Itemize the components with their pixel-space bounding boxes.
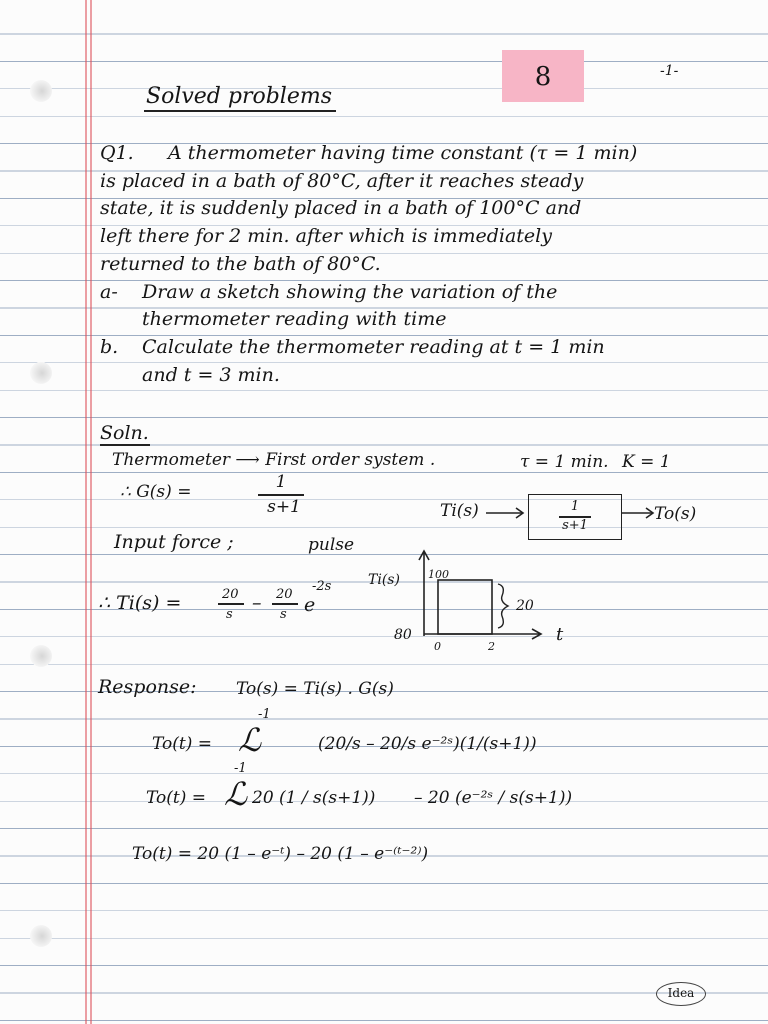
ti-numerator-2: 20 — [276, 587, 293, 602]
block-numerator: 1 — [570, 499, 580, 514]
pulse-x-label: t — [556, 624, 564, 645]
eq1-lhs: To(t) = — [152, 734, 212, 754]
eq1-inverse-power: -1 — [258, 707, 271, 722]
heading-underline — [144, 110, 336, 112]
question-line: A thermometer having time constant (τ = 1 min) — [168, 142, 638, 164]
margin-line-left-2 — [90, 0, 92, 1024]
pulse-y-base: 80 — [394, 627, 412, 643]
eq1-body: (20/s – 20/s e⁻²ˢ)(1/(s+1)) — [318, 734, 537, 754]
ti-denominator-1: s — [226, 607, 233, 622]
input-force-label: Input force ; — [114, 531, 234, 553]
punch-hole — [30, 645, 52, 667]
question-line: state, it is suddenly placed in a bath of 100°C and — [100, 197, 582, 219]
pulse-amplitude-brace — [498, 584, 508, 628]
part-b-label: b. — [100, 336, 119, 358]
block-input-arrow — [486, 505, 526, 521]
tf-denominator: s+1 — [267, 497, 301, 517]
pulse-y-top: 100 — [428, 568, 449, 581]
ti-fraction-bar-1 — [218, 603, 244, 605]
block-output-arrow — [622, 505, 656, 521]
system-line: Thermometer ⟶ First order system . — [112, 450, 436, 470]
eq2-part2: – 20 (e⁻²ˢ / s(s+1)) — [414, 788, 573, 808]
question-line: returned to the bath of 80°C. — [100, 253, 381, 275]
page-number: 8 — [534, 62, 552, 92]
idea-logo — [656, 982, 706, 1006]
part-b-text: Calculate the thermometer reading at t = 1 min — [142, 336, 605, 358]
part-a-label: a- — [100, 281, 118, 303]
page-heading: Solved problems — [146, 84, 333, 109]
tf-numerator: 1 — [275, 472, 287, 492]
ti-numerator-1: 20 — [222, 587, 239, 602]
ti-fraction-bar-2 — [272, 603, 298, 605]
transfer-function-block — [528, 494, 622, 540]
part-b-text: and t = 3 min. — [142, 364, 280, 386]
margin-line-left — [85, 0, 87, 1024]
pulse-x-zero: 0 — [434, 640, 441, 653]
response-equation: To(s) = Ti(s) . G(s) — [236, 679, 394, 699]
tf-prefix: ∴ G(s) = — [120, 482, 192, 502]
eq2-lhs: To(t) = — [146, 788, 206, 808]
tau-value: τ = 1 min. — [520, 452, 609, 472]
punch-hole — [30, 80, 52, 102]
question-line: is placed in a bath of 80°C, after it reaches steady — [100, 170, 584, 192]
ti-exponential: e — [304, 594, 316, 616]
eq2-part1: 20 (1 / s(s+1)) — [252, 788, 376, 808]
pulse-x-two: 2 — [488, 640, 495, 653]
solution-heading: Soln. — [100, 422, 149, 444]
pulse-amplitude: 20 — [516, 598, 534, 614]
part-a-text: thermometer reading with time — [142, 308, 447, 330]
block-output-label: To(s) — [654, 504, 697, 524]
pulse-y-label: Ti(s) — [368, 572, 400, 588]
ti-prefix: ∴ Ti(s) = — [98, 592, 182, 614]
gain-value: K = 1 — [622, 452, 671, 472]
page-index: -1- — [660, 63, 679, 79]
solution-underline — [100, 444, 150, 446]
eq2-inverse-power: -1 — [234, 761, 247, 776]
part-a-text: Draw a sketch showing the variation of the — [142, 281, 558, 303]
question-label: Q1. — [100, 142, 134, 164]
pulse-input-graph — [364, 548, 584, 658]
ti-exponent: -2s — [312, 579, 332, 594]
question-line: left there for 2 min. after which is immediately — [100, 225, 552, 247]
ti-denominator-2: s — [280, 607, 287, 622]
page-number-tag — [502, 50, 584, 102]
punch-hole — [30, 362, 52, 384]
logo-text: Idea — [667, 986, 695, 1000]
punch-hole — [30, 925, 52, 947]
tf-fraction-bar — [258, 494, 304, 496]
block-input-label: Ti(s) — [440, 501, 479, 521]
pulse-rectangle — [438, 580, 492, 634]
input-force-value: pulse — [308, 535, 355, 555]
laplace-inverse-symbol: ℒ — [238, 721, 262, 759]
response-label: Response: — [98, 676, 197, 698]
ti-minus: – — [252, 592, 262, 614]
laplace-inverse-symbol-2: ℒ — [224, 775, 248, 813]
eq3-result: To(t) = 20 (1 – e⁻ᵗ) – 20 (1 – e⁻⁽ᵗ⁻²⁾) — [132, 844, 429, 864]
block-denominator: s+1 — [562, 518, 588, 533]
